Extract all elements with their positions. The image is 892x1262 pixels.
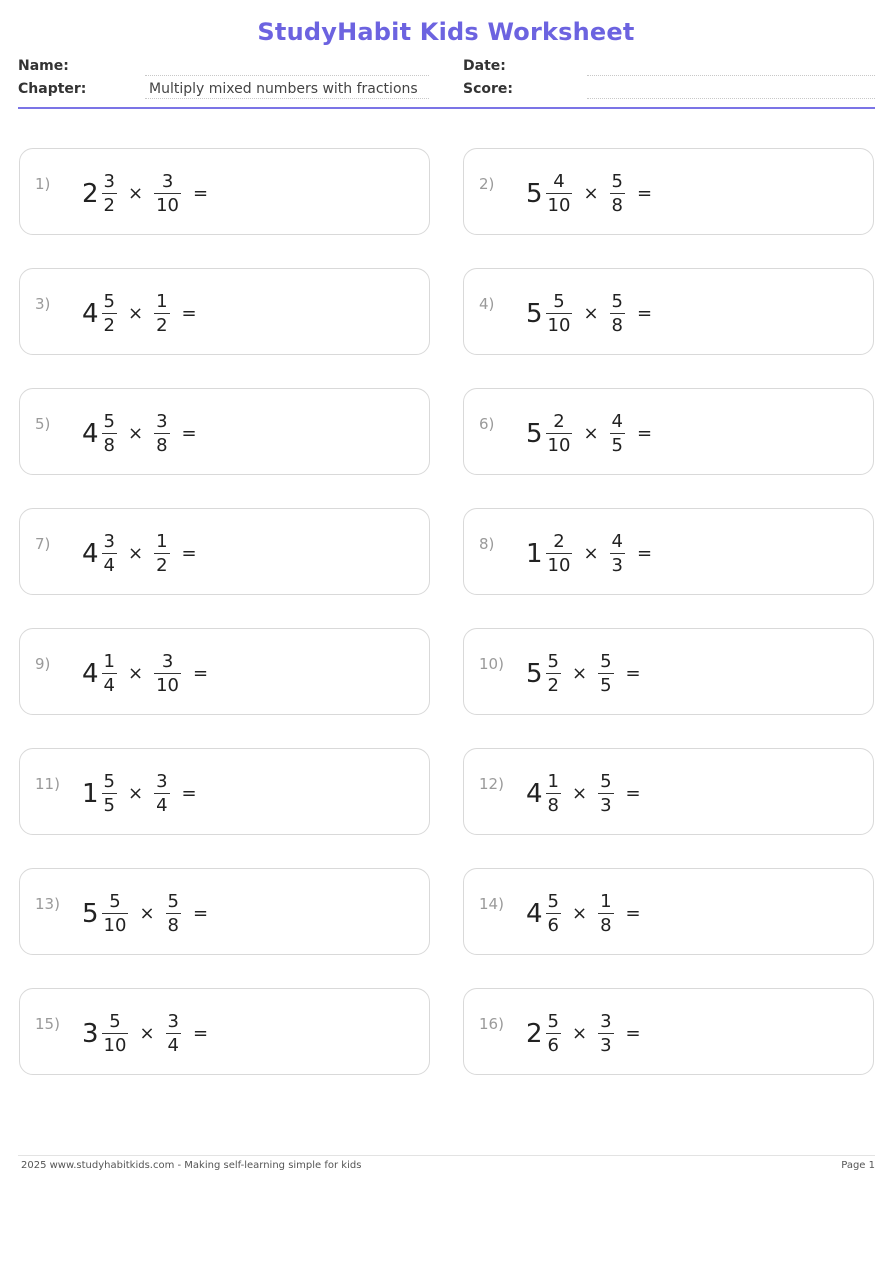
numerator: 4 — [611, 411, 623, 432]
page-number: Page 1 — [841, 1160, 875, 1171]
numerator: 5 — [103, 291, 115, 312]
whole-number: 5 — [82, 899, 99, 929]
denominator: 10 — [156, 675, 179, 696]
denominator: 2 — [156, 315, 168, 336]
equals-sign: = — [181, 423, 197, 444]
answer-area[interactable] — [684, 529, 854, 579]
fraction — [546, 893, 561, 935]
whole-number: 2 — [82, 179, 99, 209]
score-label: Score: — [463, 81, 513, 97]
problem-number: 10) — [479, 655, 504, 673]
fraction — [102, 293, 117, 335]
multiplier-fraction — [598, 773, 613, 815]
denominator: 2 — [103, 315, 115, 336]
multiplier-fraction — [610, 413, 625, 455]
denominator: 8 — [547, 795, 559, 816]
denominator: 10 — [547, 435, 571, 456]
equals-sign: = — [625, 903, 641, 924]
numerator: 5 — [109, 1011, 121, 1032]
answer-area[interactable] — [684, 889, 854, 939]
multiplier-fraction — [598, 653, 613, 695]
times-icon: × — [572, 663, 588, 684]
mixed-number-expression — [82, 169, 208, 219]
whole-number: 4 — [526, 779, 543, 809]
answer-area[interactable] — [684, 769, 854, 819]
denominator: 8 — [167, 915, 179, 936]
times-icon: × — [128, 783, 144, 804]
page-title: StudyHabit Kids Worksheet — [257, 18, 635, 46]
denominator: 3 — [600, 795, 612, 816]
equals-sign: = — [181, 303, 197, 324]
numerator: 3 — [161, 651, 174, 672]
answer-area[interactable] — [240, 649, 410, 699]
whole-number: 5 — [526, 419, 543, 449]
denominator: 8 — [611, 315, 623, 336]
numerator: 5 — [547, 891, 559, 912]
times-icon: × — [572, 783, 588, 804]
problem-card — [19, 148, 430, 235]
equals-sign: = — [637, 543, 653, 564]
fraction — [102, 653, 117, 695]
denominator: 2 — [156, 555, 168, 576]
problem-number: 16) — [479, 1015, 504, 1033]
denominator: 2 — [103, 195, 115, 216]
whole-number: 1 — [526, 539, 543, 569]
denominator: 10 — [103, 1035, 127, 1056]
times-icon: × — [583, 303, 599, 324]
times-icon: × — [572, 1023, 588, 1044]
numerator: 3 — [161, 171, 174, 192]
multiplier-fraction — [610, 173, 625, 215]
date-label: Date: — [463, 58, 506, 74]
equals-sign: = — [193, 183, 209, 204]
problem-card — [463, 148, 874, 235]
answer-area[interactable] — [240, 529, 410, 579]
equals-sign: = — [637, 423, 653, 444]
problem-card — [463, 868, 874, 955]
problem-card — [19, 508, 430, 595]
equals-sign: = — [193, 903, 209, 924]
multiplier-fraction — [154, 413, 169, 455]
multiplier-fraction — [166, 893, 181, 935]
denominator: 10 — [547, 555, 571, 576]
numerator: 1 — [156, 531, 168, 552]
numerator: 5 — [167, 891, 179, 912]
multiplier-fraction — [154, 773, 169, 815]
chapter-label: Chapter: — [18, 81, 87, 97]
problem-card — [19, 868, 430, 955]
problem-card — [463, 748, 874, 835]
answer-area[interactable] — [684, 649, 854, 699]
fraction — [546, 173, 573, 215]
problem-number: 1) — [35, 175, 51, 193]
denominator: 5 — [103, 795, 115, 816]
denominator: 8 — [156, 435, 168, 456]
numerator: 3 — [103, 171, 115, 192]
times-icon: × — [583, 423, 599, 444]
multiplier-fraction — [154, 293, 169, 335]
numerator: 5 — [611, 291, 623, 312]
problem-number: 3) — [35, 295, 51, 313]
equals-sign: = — [637, 183, 653, 204]
denominator: 3 — [600, 1035, 612, 1056]
problem-number: 2) — [479, 175, 495, 193]
denominator: 8 — [103, 435, 115, 456]
score-field[interactable] — [587, 79, 875, 99]
denominator: 4 — [167, 1035, 179, 1056]
times-icon: × — [572, 903, 588, 924]
numerator: 2 — [553, 411, 565, 432]
mixed-number-expression — [526, 169, 652, 219]
denominator: 4 — [103, 555, 115, 576]
mixed-number-expression — [82, 649, 208, 699]
denominator: 6 — [547, 1035, 559, 1056]
fraction — [546, 533, 573, 575]
mixed-number-expression — [526, 889, 641, 939]
times-icon: × — [139, 903, 155, 924]
equals-sign: = — [625, 1023, 641, 1044]
mixed-number-expression — [526, 1009, 641, 1059]
mixed-number-expression — [526, 409, 652, 459]
multiplier-fraction — [598, 1013, 613, 1055]
denominator: 5 — [611, 435, 623, 456]
numerator: 4 — [553, 171, 565, 192]
numerator: 5 — [611, 171, 623, 192]
mixed-number-expression — [526, 529, 652, 579]
equals-sign: = — [181, 543, 197, 564]
multiplier-fraction — [598, 893, 613, 935]
equals-sign: = — [625, 663, 641, 684]
whole-number: 2 — [526, 1019, 543, 1049]
fraction — [546, 653, 561, 695]
meta-row-chapter-score — [18, 79, 875, 101]
equals-sign: = — [625, 783, 641, 804]
denominator: 4 — [103, 675, 115, 696]
answer-area[interactable] — [684, 289, 854, 339]
numerator: 1 — [600, 891, 612, 912]
whole-number: 4 — [526, 899, 543, 929]
mixed-number-expression — [526, 289, 652, 339]
multiplier-fraction — [154, 533, 169, 575]
numerator: 5 — [553, 291, 565, 312]
times-icon: × — [139, 1023, 155, 1044]
problem-card — [463, 268, 874, 355]
answer-area[interactable] — [240, 409, 410, 459]
fraction — [102, 1013, 129, 1055]
mixed-number-expression — [82, 409, 197, 459]
times-icon: × — [583, 183, 599, 204]
footer-text: 2025 www.studyhabitkids.com - Making self-learning simple for kids — [21, 1160, 362, 1171]
multiplier-fraction — [610, 293, 625, 335]
multiplier-fraction — [154, 653, 181, 695]
problem-number: 14) — [479, 895, 504, 913]
denominator: 10 — [547, 315, 571, 336]
denominator: 10 — [547, 195, 571, 216]
numerator: 5 — [600, 771, 612, 792]
mixed-number-expression — [82, 289, 197, 339]
numerator: 4 — [611, 531, 623, 552]
problem-number: 8) — [479, 535, 495, 553]
answer-area[interactable] — [240, 169, 410, 219]
numerator: 3 — [103, 531, 115, 552]
whole-number: 5 — [526, 299, 543, 329]
fraction — [102, 413, 117, 455]
fraction — [102, 893, 129, 935]
denominator: 10 — [156, 195, 179, 216]
whole-number: 1 — [82, 779, 99, 809]
problem-number: 15) — [35, 1015, 60, 1033]
mixed-number-expression — [82, 769, 197, 819]
problem-card — [463, 628, 874, 715]
multiplier-fraction — [154, 173, 181, 215]
meta-row-name-date — [18, 56, 875, 78]
problem-number: 9) — [35, 655, 51, 673]
fraction — [102, 773, 117, 815]
fraction — [102, 533, 117, 575]
mixed-number-expression — [526, 649, 641, 699]
fraction — [546, 293, 573, 335]
answer-area[interactable] — [240, 1009, 410, 1059]
whole-number: 4 — [82, 419, 99, 449]
denominator: 8 — [600, 915, 612, 936]
numerator: 3 — [156, 411, 168, 432]
problem-number: 12) — [479, 775, 504, 793]
answer-area[interactable] — [240, 889, 410, 939]
fraction — [546, 1013, 561, 1055]
numerator: 5 — [109, 891, 121, 912]
times-icon: × — [128, 423, 144, 444]
problem-card — [463, 988, 874, 1075]
problem-number: 11) — [35, 775, 60, 793]
whole-number: 4 — [82, 539, 99, 569]
problem-card — [19, 748, 430, 835]
times-icon: × — [128, 663, 144, 684]
equals-sign: = — [193, 1023, 209, 1044]
numerator: 1 — [547, 771, 559, 792]
chapter-field: Multiply mixed numbers with fractions — [145, 79, 429, 99]
numerator: 5 — [547, 1011, 559, 1032]
date-field[interactable] — [587, 56, 875, 76]
numerator: 5 — [600, 651, 612, 672]
times-icon: × — [128, 303, 144, 324]
answer-area[interactable] — [684, 1009, 854, 1059]
denominator: 6 — [547, 915, 559, 936]
times-icon: × — [128, 543, 144, 564]
mixed-number-expression — [82, 1009, 208, 1059]
name-label: Name: — [18, 58, 69, 74]
problem-number: 4) — [479, 295, 495, 313]
denominator: 4 — [156, 795, 168, 816]
fraction — [546, 773, 561, 815]
denominator: 2 — [547, 675, 559, 696]
whole-number: 5 — [526, 659, 543, 689]
problem-card — [19, 268, 430, 355]
problem-card — [19, 628, 430, 715]
whole-number: 4 — [82, 659, 99, 689]
multiplier-fraction — [610, 533, 625, 575]
problem-number: 13) — [35, 895, 60, 913]
problem-card — [19, 388, 430, 475]
numerator: 5 — [103, 771, 115, 792]
equals-sign: = — [637, 303, 653, 324]
multiplier-fraction — [166, 1013, 181, 1055]
numerator: 1 — [156, 291, 168, 312]
header-divider — [18, 107, 875, 109]
numerator: 3 — [600, 1011, 612, 1032]
equals-sign: = — [181, 783, 197, 804]
fraction — [102, 173, 117, 215]
problem-card — [463, 508, 874, 595]
numerator: 3 — [167, 1011, 179, 1032]
numerator: 1 — [103, 651, 115, 672]
answer-area[interactable] — [684, 409, 854, 459]
problem-number: 7) — [35, 535, 51, 553]
fraction — [546, 413, 573, 455]
problem-card — [19, 988, 430, 1075]
name-field[interactable] — [145, 56, 429, 76]
problem-number: 5) — [35, 415, 51, 433]
times-icon: × — [583, 543, 599, 564]
whole-number: 3 — [82, 1019, 99, 1049]
times-icon: × — [128, 183, 144, 204]
numerator: 2 — [553, 531, 565, 552]
whole-number: 4 — [82, 299, 99, 329]
whole-number: 5 — [526, 179, 543, 209]
answer-area[interactable] — [240, 289, 410, 339]
problem-number: 6) — [479, 415, 495, 433]
problem-card — [463, 388, 874, 475]
numerator: 5 — [103, 411, 115, 432]
numerator: 5 — [547, 651, 559, 672]
numerator: 3 — [156, 771, 168, 792]
denominator: 3 — [611, 555, 623, 576]
mixed-number-expression — [82, 529, 197, 579]
denominator: 10 — [103, 915, 127, 936]
equals-sign: = — [193, 663, 209, 684]
answer-area[interactable] — [240, 769, 410, 819]
denominator: 5 — [600, 675, 612, 696]
denominator: 8 — [611, 195, 623, 216]
mixed-number-expression — [526, 769, 641, 819]
mixed-number-expression — [82, 889, 208, 939]
answer-area[interactable] — [684, 169, 854, 219]
footer-divider — [18, 1155, 875, 1156]
